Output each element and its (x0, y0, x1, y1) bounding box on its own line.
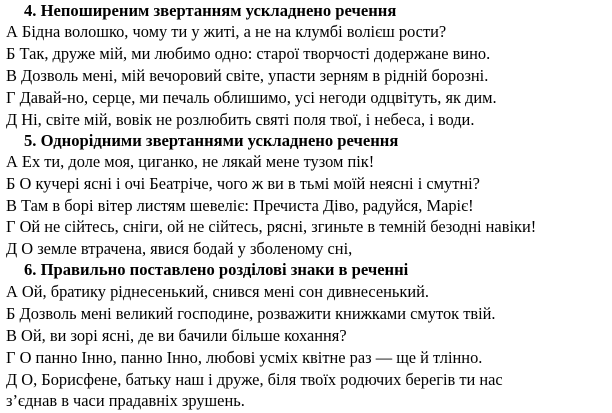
section-5-option-h: Г Ой не сійтесь, сніги, ой не сійтесь, рясні, згиньте в темній безодні навіки! (6, 217, 537, 236)
section-6-option-v: В Ой, ви зорі ясні, де ви бачили більше кохання? (6, 326, 347, 345)
section-5-option-d: Д О земле втрачена, явися бодай у зболеному сні, (6, 239, 353, 258)
section-5-option-a: А Ех ти, доле моя, циганко, не лякай мене тузом пік! (6, 152, 375, 171)
section-4-option-a: А Бідна волошко, чому ти у житі, а не на клумбі волієш рости? (6, 22, 447, 41)
section-4-option-d: Д Ні, світе мій, вовік не розлюбить святі поля твої, і небеса, і води. (6, 110, 475, 129)
section-6-option-d-continuation: з’єднав в часи прадавніх зрушень. (6, 391, 245, 410)
section-6-option-a: А Ой, братику ріднесенький, снився мені сон дивнесенький. (6, 282, 430, 301)
section-6-option-b: Б Дозволь мені великий господине, розважити книжками смуток твій. (6, 304, 496, 323)
section-6-option-h: Г О панно Інно, панно Інно, любові усміх квітне раз — ще й тлінно. (6, 348, 483, 367)
section-5-option-v: В Там в борі вітер листям шевеліє: Пречиста Діво, радуйся, Маріє! (6, 196, 474, 215)
section-6-heading: 6. Правильно поставлено розділові знаки в реченні (24, 260, 409, 279)
section-4-option-h: Г Давай-но, серце, ми печаль облишимо, усі негоди одцвітуть, як дим. (6, 88, 497, 107)
section-6-option-d: Д О, Борисфене, батьку наш і друже, біля твоїх родючих берегів ти нас (6, 370, 503, 389)
section-4-heading: 4. Непоширеним звертанням ускладнено речення (24, 1, 397, 20)
section-5-heading: 5. Однорідними звертаннями ускладнено речення (24, 131, 399, 150)
section-4-option-v: В Дозволь мені, мій вечоровий світе, упасти зерням в рідній борозні. (6, 66, 489, 85)
section-4-option-b: Б Так, друже мій, ми любимо одно: старої творчості додержане вино. (6, 44, 491, 63)
section-5-option-b: Б О кучері ясні і очі Беатріче, чого ж ви в тьмі моїй неясні і смутні? (6, 174, 480, 193)
